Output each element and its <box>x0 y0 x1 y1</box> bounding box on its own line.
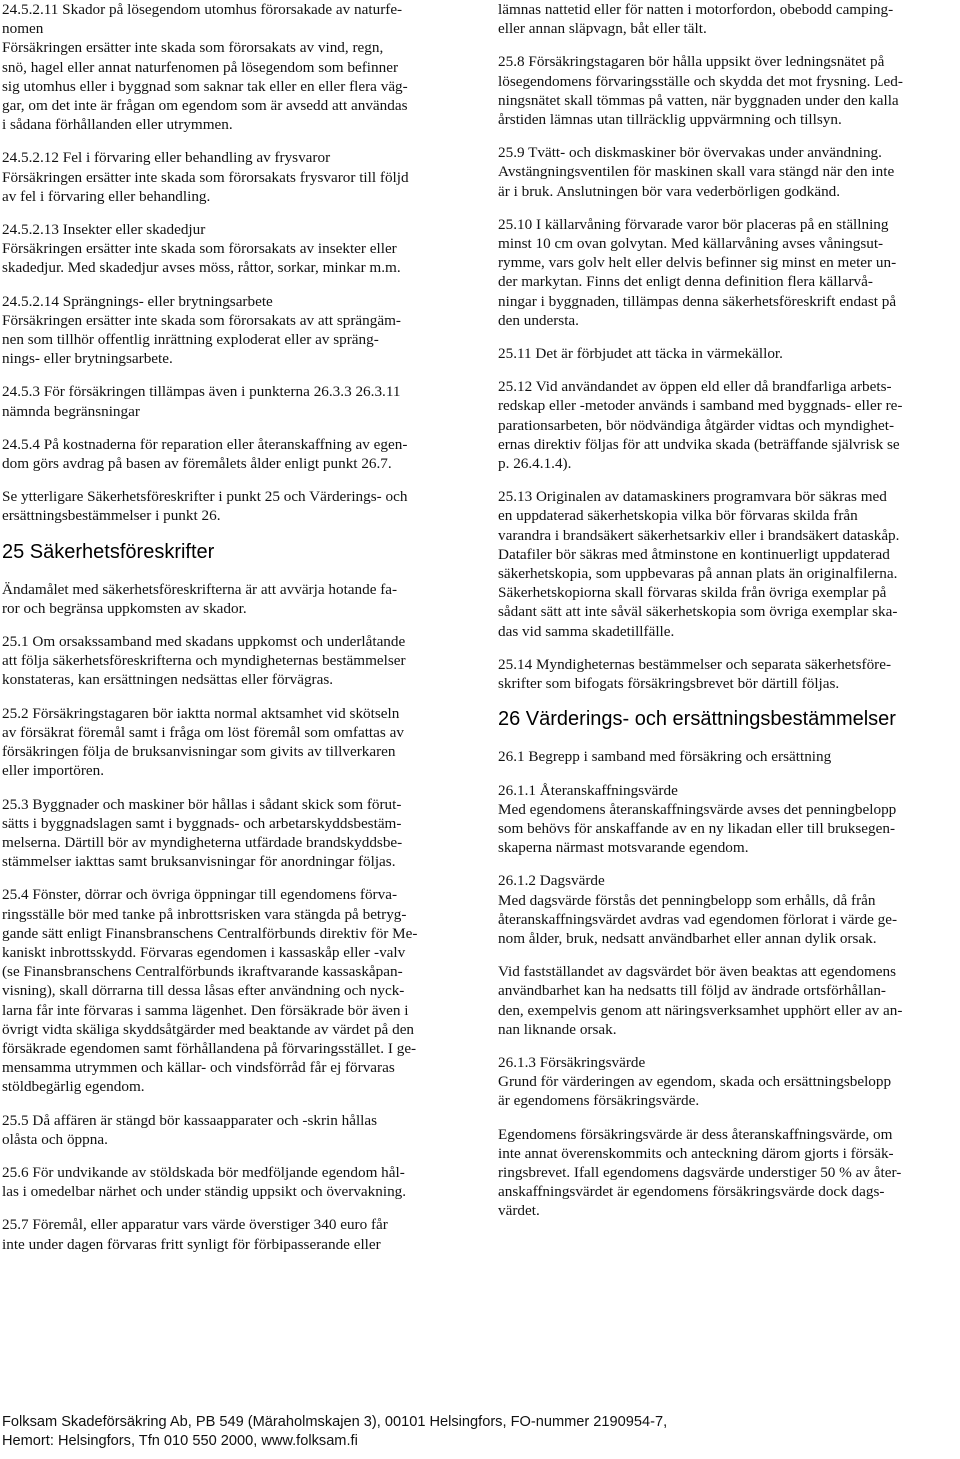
text-line: melserna. Därtill bör av myndigheterna utfärdade brandskyddsbe- <box>2 833 403 851</box>
text-line: p. 26.4.1.4). <box>498 455 572 473</box>
text-line: konstateras, kan ersättningen nedsättas eller förvägras. <box>2 671 334 689</box>
text-line: skadedjur. Med skadedjur avses möss, råttor, sorkar, minkar m.m. <box>2 259 401 277</box>
paragraph <box>2 148 460 206</box>
text-line: mensamma utrymmen och källar- och vindsförråd får ej förvaras <box>2 1059 395 1077</box>
text-line: nings- eller brytningsarbete. <box>2 350 173 368</box>
text-line: återanskaffningsvärdet avdras vad egendomen förlorat i värde ge- <box>498 910 898 928</box>
text-line: Försäkringen ersätter inte skada som förorsakats frysvaror till följd <box>2 168 409 186</box>
text-line: ningar i byggnaden, tillämpas denna säkerhetsföreskrift endast på <box>498 292 897 310</box>
text-line: kaniskt inbrottsskydd. Förvaras egendomen i kassaskåp eller -valv <box>2 943 406 961</box>
text-line: eller annan släpvagn, båt eller tält. <box>498 20 707 38</box>
text-line: övrigt vidta skäliga skyddsåtgärder med beaktande av värdet på den <box>2 1020 415 1038</box>
text-line: är i bruk. Anslutningen bör vara vederbörligen godkänd. <box>498 182 841 200</box>
text-line: 26.1.3 Försäkringsvärde <box>498 1053 646 1071</box>
text-line: den understa. <box>498 311 579 329</box>
paragraph <box>498 1125 956 1221</box>
text-line: (se Finansbranschens Centralförbunds ikraftvarande kassaskåpan- <box>2 963 403 981</box>
section-heading-26: 26 Värderings- och ersättningsbestämmelser <box>498 708 896 731</box>
text-line: 24.5.2.14 Sprängnings- eller brytningsarbete <box>2 292 273 310</box>
text-line: inte under dagen förvaras fritt synligt för förbipasserande eller <box>2 1235 381 1253</box>
text-line: 26.1.2 Dagsvärde <box>498 872 605 890</box>
text-line: Ändamålet med säkerhetsföreskrifterna är att avvärja hotande fa- <box>2 580 398 598</box>
text-line: Försäkringen ersätter inte skada som förorsakats av att sprängäm- <box>2 311 401 329</box>
text-line: ror och begränsa uppkomsten av skador. <box>2 599 247 617</box>
text-line: sig utomhus eller i byggnad som saknar tak eller en eller flera väg- <box>2 77 408 95</box>
text-line: inte annat överenskommits och anteckning därom gjorts i försäk- <box>498 1144 894 1162</box>
paragraph <box>498 871 956 948</box>
text-line: 25.2 Försäkringstagaren bör iakttа normal aktsamhet vid skötseln <box>2 704 400 722</box>
text-line: dom görs avdrag på basen av föremålets ålder enligt punkt 26.7. <box>2 455 392 473</box>
paragraph <box>498 52 956 129</box>
text-line: av fel i förvaring eller behandling. <box>2 187 211 205</box>
footer-line: Hemort: Helsingfors, Tfn 010 550 2000, www.folksam.fi <box>2 1433 358 1449</box>
paragraph <box>498 962 956 1039</box>
text-line: nomen <box>2 20 44 38</box>
text-line: är egendomens försäkringsvärde. <box>498 1092 700 1110</box>
text-line: das vid samma skadetillfälle. <box>498 622 675 640</box>
text-line: gande sätt enligt Finansbranschens Centralförbunds direktiv för Me- <box>2 924 418 942</box>
paragraph <box>2 0 460 134</box>
paragraph <box>498 215 956 330</box>
text-line: minst 10 cm ovan golvytan. Med källarvåning avses våningsut- <box>498 235 884 253</box>
text-line: Vid fastställandet av dagsvärdet bör även beaktas att egendomens <box>498 963 897 981</box>
paragraph <box>2 632 460 690</box>
page-footer <box>2 1413 942 1451</box>
text-line: av försäkrat föremål samt i fråga om löst föremål som omfattas av <box>2 723 404 741</box>
paragraph <box>2 885 460 1096</box>
text-line: Egendomens försäkringsvärde är dess återanskaffningsvärde, om <box>498 1125 893 1143</box>
left-column <box>2 0 460 1268</box>
paragraph <box>2 382 460 420</box>
paragraph <box>498 487 956 641</box>
text-line: Datafiler bör säkras med åtminstone en kontinuerligt uppdaterad <box>498 545 890 563</box>
text-line: 25.1 Om orsakssamband med skadans uppkomst och underlåtande <box>2 633 406 651</box>
text-line: 26.1.1 Återanskaffningsvärde <box>498 781 678 799</box>
paragraph <box>2 580 460 618</box>
paragraph <box>498 344 956 363</box>
text-line: Försäkringen ersätter inte skada som förorsakats av insekter eller <box>2 240 397 258</box>
text-line: 25.7 Föremål, eller apparatur vars värde överstiger 340 euro får <box>2 1216 388 1234</box>
text-line: 25.9 Tvätt- och diskmaskiner bör övervakas under användning. <box>498 144 882 162</box>
text-line: nen som tillhör offentlig inrättning exploderat eller av spräng- <box>2 331 379 349</box>
text-line: i sådana förhållanden eller utrymmen. <box>2 116 233 134</box>
text-line: 24.5.3 För försäkringen tillämpas även i punkterna 26.3.3 26.3.11 <box>2 383 401 401</box>
text-line: 24.5.4 På kostnaderna för reparation eller återanskaffning av egen- <box>2 435 408 453</box>
paragraph <box>2 795 460 872</box>
text-line: der markytan. Finns det enligt denna definition flera källarvå- <box>498 273 873 291</box>
text-line: Säkerhetskopiorna skall förvaras skilda från övriga exemplar på <box>498 584 887 602</box>
paragraph <box>498 781 956 858</box>
text-line: anskaffningsvärdet är egendomens försäkringsvärde dock dags- <box>498 1183 885 1201</box>
right-column <box>498 0 956 1235</box>
text-line: 25.10 I källarvåning förvarade varor bör placeras på en ställning <box>498 215 889 233</box>
text-line: Se ytterligare Säkerhetsföreskrifter i punkt 25 och Värderings- och <box>2 488 408 506</box>
paragraph <box>498 143 956 201</box>
text-line: skrifter som bifogats försäkringsbrevet bör därtill följas. <box>498 675 840 693</box>
text-line: Försäkringen ersätter inte skada som förorsakats av vind, regn, <box>2 39 384 57</box>
text-line: lösegendomens förvaringsställe och skydda det mot frysning. Led- <box>498 72 903 90</box>
text-line: eller importören. <box>2 762 105 780</box>
paragraph <box>498 655 956 693</box>
text-line: säkerhetskopia, som uppbevaras på annan plats än originalfilerna. <box>498 565 898 583</box>
text-line: 25.13 Originalen av datamaskiners programvara bör säkras med <box>498 488 887 506</box>
text-line: 25.6 För undvikande av stöldskada bör medföljande egendom hål- <box>2 1163 405 1181</box>
paragraph <box>2 1163 460 1201</box>
footer-line: Folksam Skadeförsäkring Ab, PB 549 (Märaholmskajen 3), 00101 Helsingfors, FO-nummer 2190954-7, <box>2 1414 668 1430</box>
text-line: 24.5.2.12 Fel i förvaring eller behandling av frysvaror <box>2 149 331 167</box>
paragraph <box>498 747 956 766</box>
text-line: rymme, vars golv helt eller delvis befinner sig minst en meter un- <box>498 254 897 272</box>
text-line: 24.5.2.11 Skador på lösegendom utomhus förorsakade av naturfe- <box>2 1 403 18</box>
text-line: sätts i byggnadslagen samt i byggnads- och arbetarskyddsbestäm- <box>2 814 402 832</box>
text-line: 25.11 Det är förbjudet att täcka in värmekällor. <box>498 345 783 363</box>
text-line: Med egendomens återanskaffningsvärde avses det penningbelopp <box>498 800 897 818</box>
text-line: 24.5.2.13 Insekter eller skadedjur <box>2 221 206 239</box>
text-line: ningsnätet skall tömmas på vatten, när byggnaden under den kalla <box>498 91 899 109</box>
paragraph <box>498 0 956 38</box>
text-line: nom ålder, bruk, nedsatt användbarhet eller annan dylik orsak. <box>498 929 877 947</box>
text-line: visning), skall dörrarna till dessa låsas efter användning och nyck- <box>2 982 405 1000</box>
text-line: Grund för värderingen av egendom, skada och ersättningsbelopp <box>498 1073 892 1091</box>
paragraph <box>2 220 460 278</box>
text-line: värdet. <box>498 1202 540 1220</box>
text-line: nan liknande orsak. <box>498 1020 617 1038</box>
text-line: att följa säkerhetsföreskrifterna och myndigheternas bestämmelser <box>2 652 406 670</box>
text-line: 25.4 Fönster, dörrar och övriga öppningar till egendomens förva- <box>2 886 398 904</box>
text-line: skaperna närmast motsvarande egendom. <box>498 839 749 857</box>
paragraph <box>2 292 460 369</box>
text-line: den, exempelvis genom att näringsverksamhet upphört eller av an- <box>498 1001 903 1019</box>
text-line: varandra i brandsäkert säkerhetsarkiv eller i brandsäkert dataskåp. <box>498 526 900 544</box>
text-line: försäkrade egendomen samt förhållandena på förvaringsstället. I ge- <box>2 1039 417 1057</box>
text-line: 26.1 Begrepp i samband med försäkring och ersättning <box>498 748 832 766</box>
text-line: ernas direktiv följas för att undvika skada (beträffande självrisk se <box>498 435 900 453</box>
text-line: redskap eller -metoder används i samband med byggnads- eller re- <box>498 397 903 415</box>
text-line: 25.5 Då affären är stängd bör kassaapparater och -skrin hållas <box>2 1111 378 1129</box>
text-line: ringsställe bör med tanke på inbrottsrisken vara stängda på betryg- <box>2 905 407 923</box>
paragraph <box>498 377 956 473</box>
text-line: ringsbrevet. Ifall egendomens dagsvärde understiger 50 % av åter- <box>498 1163 902 1181</box>
paragraph <box>2 1111 460 1149</box>
text-line: Avstängningsventilen för maskinen skall vara stängd när den inte <box>498 163 895 181</box>
text-line: nämnda begränsningar <box>2 402 140 420</box>
text-line: gar, om det inte är frågan om egendom som är avsedd att användas <box>2 97 408 115</box>
text-line: 25.3 Byggnader och maskiner bör hållas i sådant skick som förut- <box>2 795 402 813</box>
text-line: sådant sätt att inte såväl säkerhetskopia som övriga exemplar ska- <box>498 603 898 621</box>
text-line: 25.8 Försäkringstagaren bör hålla uppsikt över ledningsnätet på <box>498 53 885 71</box>
text-line: parationsarbeten, bör nödvändiga åtgärder vidtas och myndighet- <box>498 416 895 434</box>
paragraph <box>498 1053 956 1111</box>
text-line: stämmelser iakttas samt bruksanvisningar för anordningar följas. <box>2 853 396 871</box>
text-line: Med dagsvärde förstås det penningbelopp som erhålls, då från <box>498 891 876 909</box>
section-heading-25: 25 Säkerhetsföreskrifter <box>2 540 215 563</box>
text-line: lämnas nattetid eller för natten i motorfordon, obebodd camping- <box>498 1 894 18</box>
text-line: stöldbegärlig egendom. <box>2 1078 145 1096</box>
paragraph <box>2 487 460 525</box>
text-line: ersättningsbestämmelser i punkt 26. <box>2 507 221 525</box>
paragraph <box>2 1215 460 1253</box>
text-line: snö, hagel eller annat naturfenomen på lösegendom som befinner <box>2 58 399 76</box>
text-line: årstiden lämnas utan tillräcklig uppvärmning och tillsyn. <box>498 111 842 129</box>
text-line: en uppdaterad säkerhetskopia vilka bör förvaras skilda från <box>498 507 858 525</box>
text-line: som behövs för anskaffande av en ny likadan eller till bruksegen- <box>498 819 896 837</box>
paragraph <box>2 704 460 781</box>
text-line: 25.12 Vid användandet av öppen eld eller då brandfarliga arbets- <box>498 378 892 396</box>
text-line: las i omedelbar närhet och under ständig uppsikt och övervakning. <box>2 1183 407 1201</box>
text-line: användbarhet kan ha nedsatts till följd av ändrade ortsförhållan- <box>498 982 886 1000</box>
text-line: larna får inte förvaras i samma lägenhet. Den försäkrade bör även i <box>2 1001 409 1019</box>
text-line: försäkringen följa de bruksanvisningar som givits av tillverkaren <box>2 743 396 761</box>
text-line: olåsta och öppna. <box>2 1130 108 1148</box>
text-line: 25.14 Myndigheternas bestämmelser och separata säkerhetsföre- <box>498 655 892 673</box>
paragraph <box>2 435 460 473</box>
